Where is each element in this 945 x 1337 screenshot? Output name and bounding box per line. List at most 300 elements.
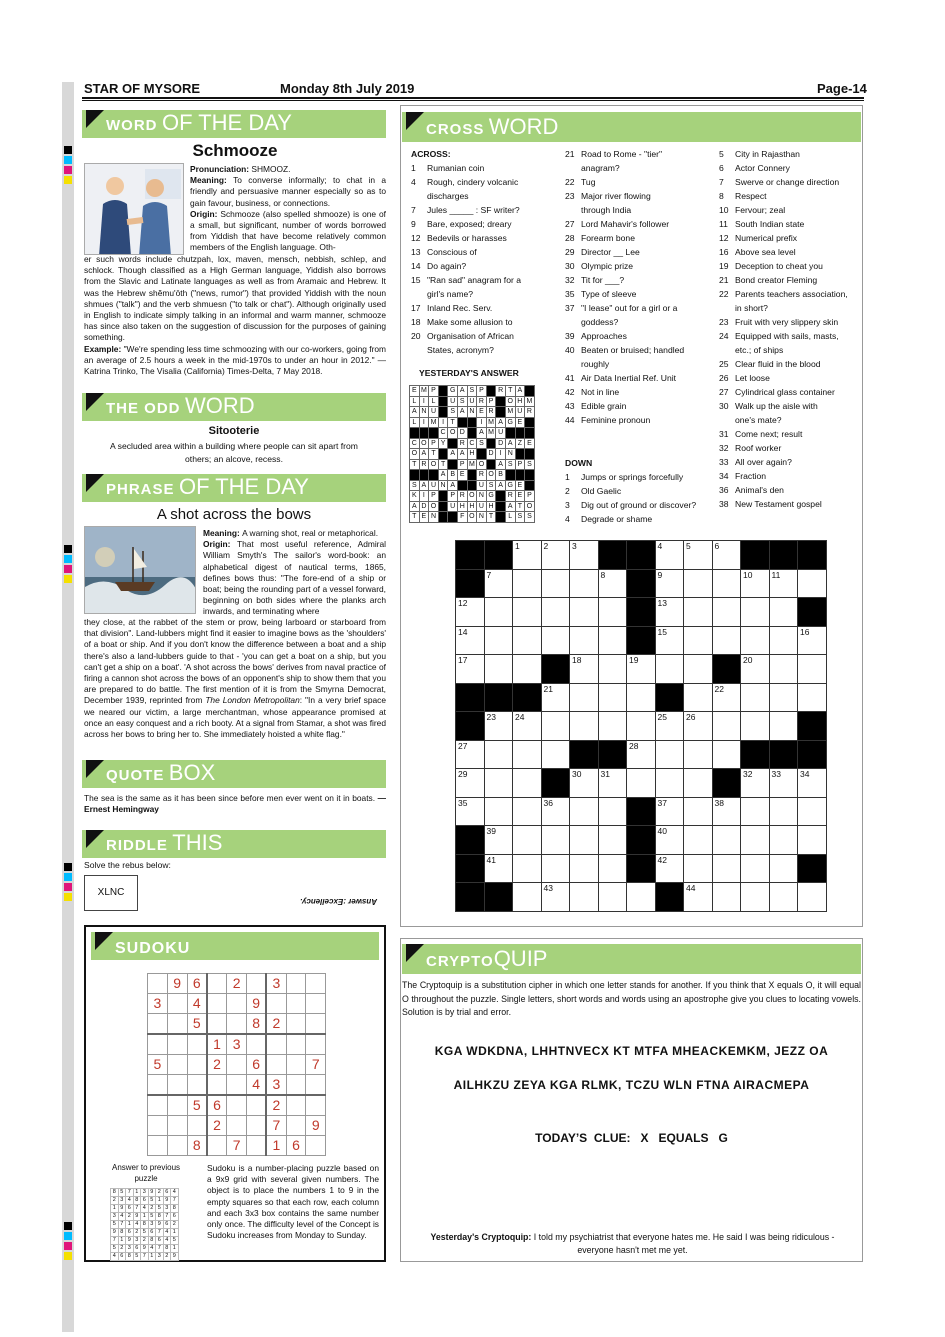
crossword-cell[interactable] xyxy=(627,769,656,798)
crossword-cell[interactable] xyxy=(484,598,513,627)
sudoku-cell[interactable] xyxy=(148,1116,168,1136)
crossword-cell[interactable] xyxy=(513,797,542,826)
crossword-cell[interactable] xyxy=(712,854,741,883)
crossword-cell[interactable] xyxy=(712,826,741,855)
crossword-cell[interactable] xyxy=(712,541,741,570)
sudoku-cell[interactable] xyxy=(207,1136,227,1156)
black-square xyxy=(456,683,485,712)
crossword-cell[interactable] xyxy=(541,626,570,655)
answer-letter: E xyxy=(419,512,429,523)
crossword-cell[interactable] xyxy=(541,826,570,855)
sudoku-cell[interactable] xyxy=(286,1075,306,1096)
answer-letter: M xyxy=(420,387,427,395)
crossword-cell[interactable] xyxy=(684,569,713,598)
crossword-cell[interactable] xyxy=(598,854,627,883)
black-square xyxy=(769,541,798,570)
answer-cell: 6 xyxy=(141,1197,149,1205)
cell-number: 40 xyxy=(657,826,667,836)
answer-letter: O xyxy=(429,501,439,512)
sudoku-cell[interactable] xyxy=(306,1034,326,1055)
clue-text: Fruit with very slippery skin xyxy=(735,317,839,327)
crossword-grid[interactable] xyxy=(455,540,827,912)
clue-number: 15 xyxy=(411,275,421,285)
sudoku-cell[interactable] xyxy=(167,1075,187,1096)
crossword-cell[interactable] xyxy=(741,598,770,627)
crossword-cell[interactable] xyxy=(655,626,684,655)
down-label: DOWN xyxy=(565,458,593,468)
crossword-cell[interactable] xyxy=(456,769,485,798)
crossword-cell[interactable] xyxy=(598,569,627,598)
sudoku-cell[interactable] xyxy=(286,1055,306,1075)
crossword-cell[interactable] xyxy=(541,740,570,769)
answer-cell: 1 xyxy=(118,1237,126,1245)
clue-row xyxy=(719,343,848,357)
crossword-cell[interactable] xyxy=(541,598,570,627)
crossword-cell[interactable] xyxy=(684,883,713,912)
cell-number: 5 xyxy=(686,541,691,551)
crossword-cell[interactable] xyxy=(741,626,770,655)
answer-cell: 4 xyxy=(163,1229,171,1237)
sudoku-cell[interactable] xyxy=(227,1014,247,1035)
clue-row xyxy=(565,512,696,526)
crossword-cell[interactable] xyxy=(655,826,684,855)
crossword-cell[interactable] xyxy=(684,541,713,570)
sudoku-cell[interactable] xyxy=(148,974,168,994)
answer-letter: O xyxy=(467,491,477,502)
clue-text: Cylindrical glass container xyxy=(735,387,835,397)
clue-number: 39 xyxy=(565,331,575,341)
clue-text: Rumanian coin xyxy=(427,163,485,173)
sudoku-cell[interactable] xyxy=(246,1034,266,1055)
crossword-cell[interactable] xyxy=(684,797,713,826)
clue-number: 42 xyxy=(565,387,575,397)
sudoku-cell[interactable] xyxy=(227,1055,247,1075)
sudoku-cell[interactable] xyxy=(167,994,187,1014)
sudoku-cell[interactable] xyxy=(148,1034,168,1055)
crossword-cell[interactable] xyxy=(712,569,741,598)
clue-row xyxy=(565,161,684,175)
sudoku-cell[interactable] xyxy=(286,1095,306,1116)
crossword-cell[interactable] xyxy=(655,797,684,826)
sudoku-cell[interactable]: 2 xyxy=(207,1116,227,1136)
black-square xyxy=(798,541,827,570)
crossword-cell[interactable] xyxy=(655,655,684,684)
crossword-cell[interactable] xyxy=(541,883,570,912)
sudoku-cell[interactable]: 2 xyxy=(227,974,247,994)
crossword-cell[interactable] xyxy=(513,826,542,855)
crossword-cell[interactable] xyxy=(570,683,599,712)
sudoku-cell[interactable] xyxy=(306,1075,326,1096)
crossword-cell[interactable] xyxy=(741,854,770,883)
crossword-cell[interactable] xyxy=(655,712,684,741)
sudoku-cell[interactable]: 3 xyxy=(148,994,168,1014)
crossword-cell[interactable] xyxy=(712,598,741,627)
crossword-cell[interactable] xyxy=(598,683,627,712)
crossword-cell[interactable] xyxy=(570,569,599,598)
sudoku-cell[interactable] xyxy=(286,1014,306,1035)
crossword-cell[interactable] xyxy=(484,854,513,883)
sudoku-cell[interactable]: 2 xyxy=(266,1095,286,1116)
answer-letter: M xyxy=(526,397,533,405)
crossword-cell[interactable] xyxy=(741,883,770,912)
sudoku-cell[interactable] xyxy=(187,1116,207,1136)
crossword-cell[interactable] xyxy=(769,712,798,741)
crossword-cell[interactable] xyxy=(570,769,599,798)
clue-number: 7 xyxy=(719,177,724,187)
clue-text: Rough, cindery volcanic xyxy=(427,177,519,187)
sudoku-cell[interactable]: 2 xyxy=(207,1055,227,1075)
crossword-cell[interactable] xyxy=(484,826,513,855)
answer-letter: A xyxy=(457,449,467,460)
crossword-cell[interactable] xyxy=(513,541,542,570)
black-square xyxy=(627,569,656,598)
sudoku-cell[interactable]: 5 xyxy=(148,1055,168,1075)
sudoku-cell[interactable]: 6 xyxy=(286,1136,306,1156)
answer-black xyxy=(486,386,496,397)
crossword-cell[interactable] xyxy=(541,797,570,826)
answer-letter: H xyxy=(457,501,467,512)
sudoku-cell[interactable]: 8 xyxy=(246,1014,266,1035)
sudoku-cell[interactable]: 9 xyxy=(306,1116,326,1136)
crossword-cell[interactable] xyxy=(798,683,827,712)
crossword-cell[interactable] xyxy=(798,826,827,855)
sudoku-cell[interactable] xyxy=(167,1136,187,1156)
answer-cell: 9 xyxy=(133,1213,141,1221)
sudoku-cell[interactable] xyxy=(306,1014,326,1035)
answer-cell: 6 xyxy=(148,1229,156,1237)
clue-text: one's mate? xyxy=(735,415,782,425)
sudoku-cell[interactable] xyxy=(207,1014,227,1035)
crossword-cell[interactable] xyxy=(712,626,741,655)
crossword-cell[interactable] xyxy=(655,598,684,627)
sudoku-cell[interactable] xyxy=(306,1136,326,1156)
crossword-cell[interactable] xyxy=(627,740,656,769)
answer-letter: C xyxy=(467,438,477,449)
crossword-cell[interactable] xyxy=(627,712,656,741)
sudoku-cell[interactable]: 5 xyxy=(187,1014,207,1035)
sudoku-cell[interactable] xyxy=(266,994,286,1014)
sudoku-cell[interactable] xyxy=(148,1014,168,1035)
clue-text: Actor Connery xyxy=(735,163,790,173)
crossword-cell[interactable] xyxy=(684,740,713,769)
clue-number: 31 xyxy=(719,429,729,439)
sudoku-cell[interactable]: 5 xyxy=(187,1095,207,1116)
sudoku-cell[interactable]: 1 xyxy=(207,1034,227,1055)
crossword-cell[interactable] xyxy=(684,854,713,883)
sudoku-cell[interactable] xyxy=(286,974,306,994)
crossword-cell[interactable] xyxy=(541,541,570,570)
crossword-cell[interactable] xyxy=(741,569,770,598)
crossword-cell[interactable] xyxy=(655,769,684,798)
cell-number: 24 xyxy=(515,712,525,722)
crossword-cell[interactable] xyxy=(627,883,656,912)
sudoku-cell[interactable] xyxy=(266,1055,286,1075)
crossword-cell[interactable] xyxy=(598,769,627,798)
answer-cell: 4 xyxy=(133,1221,141,1229)
crossword-cell[interactable] xyxy=(741,797,770,826)
crossword-cell[interactable] xyxy=(570,626,599,655)
crossword-cell[interactable] xyxy=(712,712,741,741)
clue-number: 2 xyxy=(565,486,570,496)
crossword-cell[interactable] xyxy=(712,683,741,712)
crossword-cell[interactable] xyxy=(570,883,599,912)
crossword-cell[interactable] xyxy=(741,712,770,741)
sudoku-cell[interactable]: 2 xyxy=(266,1014,286,1035)
answer-black xyxy=(467,428,477,439)
crossword-cell[interactable] xyxy=(684,712,713,741)
answer-cell: 8 xyxy=(171,1205,179,1213)
sudoku-cell[interactable]: 3 xyxy=(227,1034,247,1055)
answer-letter: E xyxy=(477,407,487,418)
answer-letter: P xyxy=(457,459,467,470)
crossword-cell[interactable] xyxy=(484,797,513,826)
sudoku-cell[interactable] xyxy=(266,1034,286,1055)
answer-letter: I xyxy=(419,491,429,502)
crossword-cell[interactable] xyxy=(684,826,713,855)
crossword-cell[interactable] xyxy=(627,683,656,712)
crossword-cell[interactable] xyxy=(513,655,542,684)
crossword-cell[interactable] xyxy=(598,655,627,684)
crossword-cell[interactable] xyxy=(513,769,542,798)
cryptoquip-header: CRYPTOQUIP xyxy=(402,944,861,974)
sudoku-cell[interactable]: 9 xyxy=(246,994,266,1014)
crossword-cell[interactable] xyxy=(570,541,599,570)
sudoku-cell[interactable] xyxy=(187,1075,207,1096)
sudoku-cell[interactable] xyxy=(286,1116,306,1136)
crossword-cell[interactable] xyxy=(598,626,627,655)
crossword-cell[interactable] xyxy=(798,569,827,598)
answer-cell: 5 xyxy=(148,1197,156,1205)
answer-cell: 1 xyxy=(126,1221,134,1229)
clue-number: 19 xyxy=(719,261,729,271)
crossword-cell[interactable] xyxy=(769,655,798,684)
crossword-cell[interactable] xyxy=(570,854,599,883)
crossword-cell[interactable] xyxy=(769,797,798,826)
sudoku-cell[interactable]: 4 xyxy=(246,1075,266,1096)
sudoku-answer-label: Answer to previous puzzle xyxy=(111,1163,181,1183)
crossword-cell[interactable] xyxy=(513,598,542,627)
sudoku-cell[interactable] xyxy=(167,1014,187,1035)
sudoku-cell[interactable] xyxy=(207,974,227,994)
riddle-prompt: Solve the rebus below: xyxy=(84,860,171,870)
sudoku-cell[interactable]: 6 xyxy=(207,1095,227,1116)
sudoku-cell[interactable]: 6 xyxy=(246,1055,266,1075)
sudoku-cell[interactable]: 3 xyxy=(266,974,286,994)
answer-black xyxy=(448,438,458,449)
answer-letter: U xyxy=(448,501,458,512)
crossword-cell[interactable] xyxy=(513,569,542,598)
sudoku-cell[interactable] xyxy=(167,1055,187,1075)
crossword-cell[interactable] xyxy=(798,769,827,798)
sudoku-cell[interactable] xyxy=(207,994,227,1014)
crossword-cell[interactable] xyxy=(456,598,485,627)
crossword-cell[interactable] xyxy=(798,655,827,684)
clue-row xyxy=(565,413,684,427)
crossword-cell[interactable] xyxy=(513,883,542,912)
crossword-cell[interactable] xyxy=(627,655,656,684)
cell-number: 26 xyxy=(686,712,696,722)
sudoku-cell[interactable] xyxy=(167,1095,187,1116)
crossword-cell[interactable] xyxy=(769,769,798,798)
crossword-cell[interactable] xyxy=(598,797,627,826)
cell-number: 7 xyxy=(486,569,492,580)
sudoku-cell[interactable] xyxy=(167,1034,187,1055)
answer-letter: T xyxy=(486,512,496,523)
crossword-cell[interactable] xyxy=(598,598,627,627)
sudoku-cell[interactable] xyxy=(167,1116,187,1136)
sudoku-cell[interactable] xyxy=(246,1136,266,1156)
answer-letter: S xyxy=(505,459,515,470)
crossword-cell[interactable] xyxy=(456,740,485,769)
clue-row xyxy=(719,371,848,385)
crossword-cell[interactable] xyxy=(769,883,798,912)
crossword-cell[interactable] xyxy=(798,626,827,655)
black-square xyxy=(798,740,827,769)
crossword-cell[interactable] xyxy=(484,740,513,769)
crossword-cell[interactable] xyxy=(684,598,713,627)
crossword-cell[interactable] xyxy=(712,740,741,769)
crossword-cell[interactable] xyxy=(456,655,485,684)
crossword-cell[interactable] xyxy=(484,712,513,741)
sudoku-cell[interactable]: 7 xyxy=(227,1136,247,1156)
cell-number: 15 xyxy=(657,626,667,637)
crossword-cell[interactable] xyxy=(769,569,798,598)
crossword-cell[interactable] xyxy=(513,740,542,769)
crossword-cell[interactable] xyxy=(769,683,798,712)
answer-cell: 5 xyxy=(111,1245,119,1253)
sudoku-cell[interactable] xyxy=(227,1116,247,1136)
answer-letter: P xyxy=(515,459,525,470)
crossword-cell[interactable] xyxy=(598,883,627,912)
black-square xyxy=(627,826,656,855)
crossword-cell[interactable] xyxy=(655,569,684,598)
answer-letter: A xyxy=(457,407,467,418)
sudoku-cell[interactable] xyxy=(187,1055,207,1075)
sudoku-cell[interactable] xyxy=(148,1075,168,1096)
sudoku-cell[interactable]: 1 xyxy=(266,1136,286,1156)
crossword-cell[interactable] xyxy=(684,769,713,798)
crossword-cell[interactable] xyxy=(684,683,713,712)
crossword-cell[interactable] xyxy=(570,655,599,684)
crossword-cell[interactable] xyxy=(570,826,599,855)
crossword-cell[interactable] xyxy=(513,854,542,883)
crossword-cell[interactable] xyxy=(684,655,713,684)
sudoku-cell[interactable] xyxy=(306,994,326,1014)
sudoku-cell[interactable]: 8 xyxy=(187,1136,207,1156)
clue-row xyxy=(719,385,848,399)
answer-letter: C xyxy=(438,428,448,439)
clue-row xyxy=(565,175,684,189)
sudoku-cell[interactable]: 7 xyxy=(266,1116,286,1136)
clue-row xyxy=(719,231,848,245)
clue-row xyxy=(565,385,684,399)
crossword-cell[interactable] xyxy=(741,655,770,684)
sudoku-cell[interactable] xyxy=(148,1136,168,1156)
answer-cell: 2 xyxy=(163,1253,171,1261)
sudoku-cell[interactable] xyxy=(227,994,247,1014)
answer-cell: 8 xyxy=(163,1245,171,1253)
sudoku-cell[interactable]: 7 xyxy=(306,1055,326,1075)
sudoku-cell[interactable]: 4 xyxy=(187,994,207,1014)
sudoku-cell[interactable] xyxy=(306,1095,326,1116)
crossword-cell[interactable] xyxy=(541,683,570,712)
crossword-cell[interactable] xyxy=(484,569,513,598)
crossword-cell[interactable] xyxy=(684,626,713,655)
word-title: Schmooze xyxy=(192,141,278,160)
crossword-cell[interactable] xyxy=(570,598,599,627)
crossword-cell[interactable] xyxy=(655,854,684,883)
crossword-cell[interactable] xyxy=(712,797,741,826)
crossword-cell[interactable] xyxy=(598,712,627,741)
crossword-cell[interactable] xyxy=(456,797,485,826)
crossword-cell[interactable] xyxy=(598,826,627,855)
crossword-cell[interactable] xyxy=(655,541,684,570)
sudoku-cell[interactable] xyxy=(187,1034,207,1055)
clue-text: Deception to cheat you xyxy=(735,261,823,271)
sudoku-cell[interactable] xyxy=(227,1075,247,1096)
crossword-cell[interactable] xyxy=(798,883,827,912)
answer-cell: 4 xyxy=(141,1205,149,1213)
sudoku-cell[interactable] xyxy=(246,1095,266,1116)
sudoku-cell[interactable]: 3 xyxy=(266,1075,286,1096)
clue-row xyxy=(565,301,684,315)
answer-letter: T xyxy=(448,417,458,428)
crossword-cell[interactable] xyxy=(741,826,770,855)
answer-letter: O xyxy=(467,512,477,523)
sudoku-cell[interactable] xyxy=(207,1075,227,1096)
sudoku-cell[interactable] xyxy=(227,1095,247,1116)
crossword-cell[interactable] xyxy=(570,712,599,741)
crossword-cell[interactable] xyxy=(741,683,770,712)
sudoku-cell[interactable] xyxy=(286,994,306,1014)
crossword-cell[interactable] xyxy=(570,797,599,826)
crossword-cell[interactable] xyxy=(712,883,741,912)
clue-number: 11 xyxy=(719,219,728,229)
answer-letter: N xyxy=(429,512,439,523)
crossword-cell[interactable] xyxy=(456,626,485,655)
answer-cell: 2 xyxy=(171,1221,179,1229)
sudoku-cell[interactable] xyxy=(148,1095,168,1116)
sudoku-cell[interactable] xyxy=(246,1116,266,1136)
crossword-cell[interactable] xyxy=(769,854,798,883)
crossword-cell[interactable] xyxy=(769,826,798,855)
sudoku-cell[interactable] xyxy=(246,974,266,994)
crossword-cell[interactable] xyxy=(484,769,513,798)
crossword-cell[interactable] xyxy=(484,655,513,684)
crossword-cell[interactable] xyxy=(541,712,570,741)
sudoku-cell[interactable]: 9 xyxy=(167,974,187,994)
crossword-cell[interactable] xyxy=(484,626,513,655)
crossword-cell[interactable] xyxy=(769,598,798,627)
crossword-cell[interactable] xyxy=(541,854,570,883)
answer-letter: I xyxy=(496,449,506,460)
answer-black xyxy=(467,417,477,428)
sudoku-cell[interactable] xyxy=(286,1034,306,1055)
sudoku-cell[interactable] xyxy=(306,974,326,994)
crossword-cell[interactable] xyxy=(798,797,827,826)
clue-text: Inland Rec. Serv. xyxy=(427,303,493,313)
crossword-cell[interactable] xyxy=(513,712,542,741)
crossword-cell[interactable] xyxy=(769,626,798,655)
sudoku-cell[interactable]: 6 xyxy=(187,974,207,994)
answer-letter: U xyxy=(477,501,487,512)
answer-letter: A xyxy=(477,428,487,439)
crossword-cell[interactable] xyxy=(655,740,684,769)
crossword-cell[interactable] xyxy=(541,569,570,598)
answer-cell: 4 xyxy=(118,1213,126,1221)
crossword-cell[interactable] xyxy=(513,626,542,655)
crossword-cell[interactable] xyxy=(741,769,770,798)
